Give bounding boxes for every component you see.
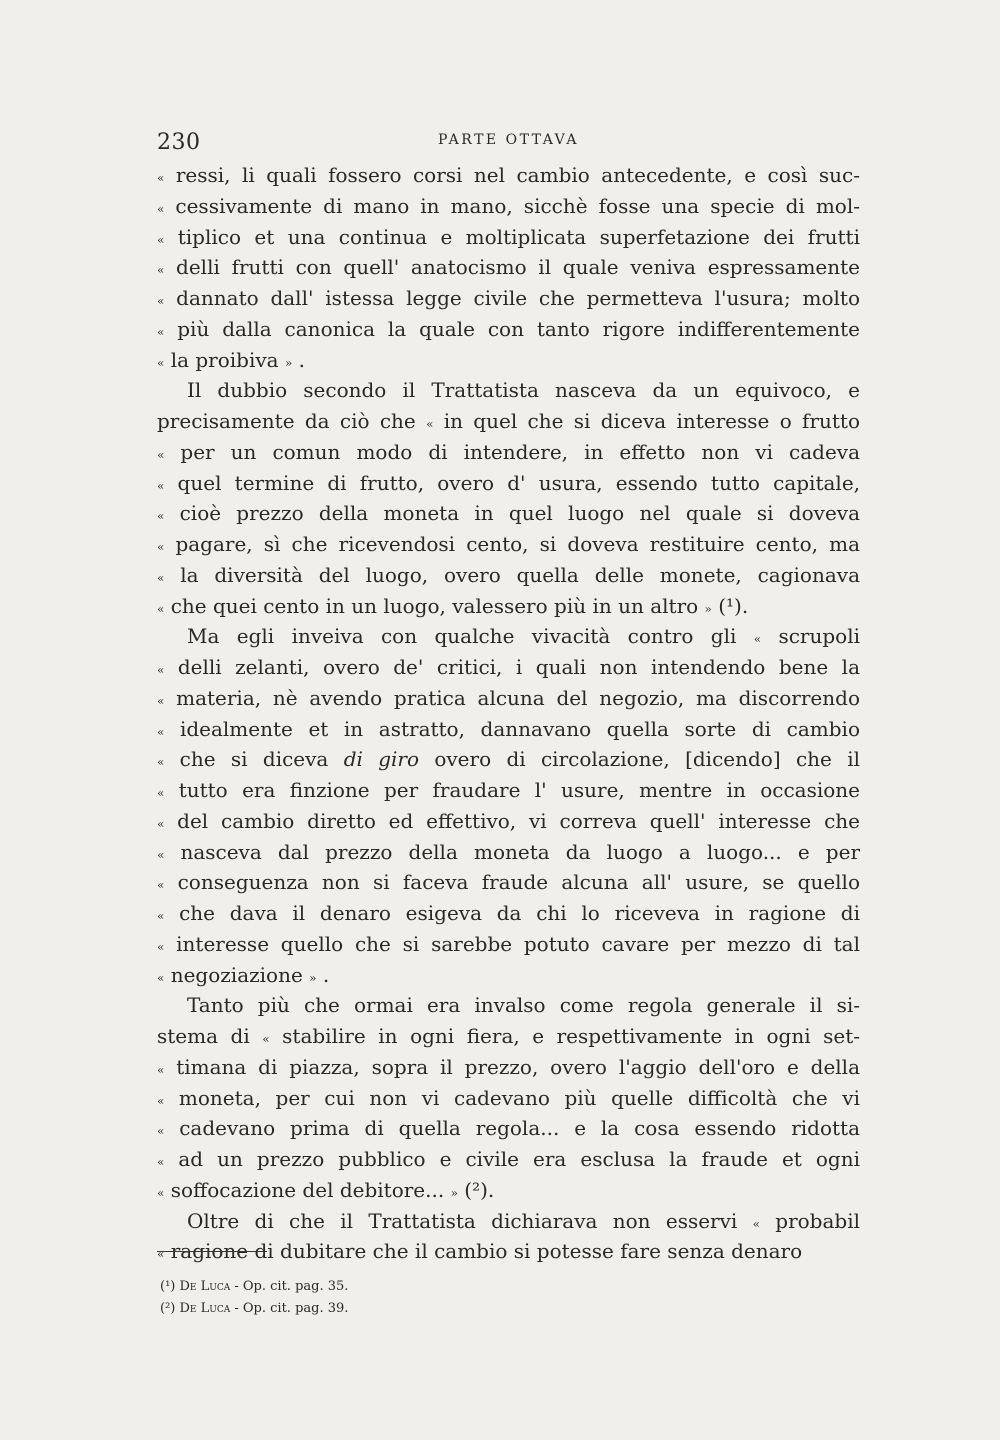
- quote-mark: «: [157, 663, 165, 677]
- paragraph: [157, 160, 860, 375]
- quote-mark: «: [157, 201, 165, 216]
- line-text: pagare, sì che ricevendosi cento, si doveva restituire cento, ma: [175, 532, 860, 556]
- line-text: probabil: [775, 1208, 860, 1233]
- quote-mark: «: [157, 447, 165, 462]
- text-line: [157, 1206, 860, 1237]
- footnote: [160, 1276, 348, 1298]
- text-line: [157, 744, 860, 775]
- footnote-reference: - Op. cit. pag. 39.: [234, 1301, 349, 1316]
- paragraph: [157, 1206, 860, 1268]
- line-text: che quei cento in un luogo, valessero più in un altro: [170, 593, 699, 618]
- line-text: ressi, li quali fossero corsi nel cambio antecedente, e così suc-: [175, 163, 860, 187]
- text-line: [157, 683, 860, 714]
- quote-mark: »: [309, 970, 317, 985]
- text-line: [157, 345, 860, 376]
- text-line: [157, 160, 860, 191]
- line-text: stema di: [157, 1024, 250, 1048]
- line-text: che dava il denaro esigeva da chi lo riceveva in ragione di: [179, 901, 860, 925]
- quote-mark: «: [157, 786, 165, 800]
- text-line: [157, 1175, 860, 1206]
- quote-mark: «: [157, 1155, 165, 1169]
- line-text: conseguenza non si faceva fraude alcuna all' usure, se quello: [177, 870, 860, 895]
- line-text: precisamente da ciò che: [157, 409, 416, 433]
- line-text: scrupoli: [778, 624, 860, 649]
- line-text: tutto era finzione per fraudare l' usure, mentre in occasione: [178, 778, 860, 802]
- line-text: del cambio diretto ed effettivo, vi correva quell' interesse che: [177, 808, 860, 833]
- text-line: [157, 837, 860, 868]
- line-text: materia, nè avendo pratica alcuna del negozio, ma discorrendo: [176, 685, 860, 710]
- line-text: moneta, per cui non vi cadevano più quelle difficoltà che vi: [178, 1085, 860, 1110]
- text-line: [157, 191, 860, 222]
- text-line: [157, 1052, 860, 1083]
- text-line: [157, 898, 860, 929]
- text-line: [157, 375, 860, 406]
- paragraph: [157, 621, 860, 990]
- text-line: [157, 960, 860, 991]
- text-line: [157, 714, 860, 745]
- line-text: dannato dall' istessa legge civile che permetteva l'usura; molto: [176, 286, 860, 310]
- quote-mark: «: [157, 601, 165, 616]
- line-text: (²).: [464, 1177, 495, 1202]
- line-text: ad un prezzo pubblico e civile era esclusa la fraude et ogni: [178, 1147, 860, 1171]
- running-title: PARTE OTTAVA: [438, 132, 579, 148]
- quote-mark: «: [157, 171, 165, 185]
- line-text: stabilire in ogni fiera, e respettivamente in ogni set-: [282, 1024, 860, 1048]
- line-text: interesse quello che si sarebbe potuto cavare per mezzo di tal: [176, 931, 860, 956]
- quote-mark: «: [157, 970, 165, 985]
- paragraph: [157, 375, 860, 621]
- footnote-reference: - Op. cit. pag. 35.: [234, 1279, 349, 1294]
- paragraph: [157, 990, 860, 1205]
- footnote: [160, 1298, 348, 1320]
- line-text: la proibiva: [170, 347, 279, 372]
- line-text: timana di piazza, sopra il prezzo, overo l'aggio dell'oro e della: [176, 1054, 860, 1079]
- line-text: overo di circolazione, [dicendo] che il: [434, 747, 860, 772]
- line-text: cadevano prima di quella regola... e la cosa essendo ridotta: [179, 1116, 860, 1141]
- text-line: [157, 1021, 860, 1052]
- body-text: [157, 160, 860, 1267]
- text-line: [157, 314, 860, 345]
- quote-mark: »: [284, 355, 293, 370]
- line-text: tiplico et una continua e moltiplicata superfetazione dei frutti: [177, 224, 860, 249]
- line-text: (¹).: [718, 593, 749, 618]
- line-text: soffocazione del debitore...: [170, 1177, 445, 1202]
- text-line: [157, 929, 860, 960]
- italic-text: di giro: [343, 747, 420, 772]
- quote-mark: «: [157, 263, 165, 278]
- quote-mark: «: [157, 509, 165, 524]
- quote-mark: «: [157, 355, 165, 370]
- text-line: [157, 406, 860, 437]
- page-number: 230: [157, 130, 201, 155]
- quote-mark: «: [157, 755, 165, 770]
- footnotes: [160, 1276, 348, 1320]
- text-line: [157, 591, 860, 622]
- text-line: [157, 621, 860, 652]
- footnote-mark: (²): [160, 1301, 176, 1316]
- line-text: delli frutti con quell' anatocismo il quale veniva espressamente: [176, 255, 860, 280]
- text-line: [157, 437, 860, 468]
- line-text: in quel che si diceva interesse o frutto: [443, 409, 860, 433]
- line-text: che si diceva: [179, 747, 329, 772]
- quote-mark: «: [157, 816, 165, 831]
- line-text: la diversità del luogo, overo quella delle monete, cagionava: [180, 562, 860, 587]
- quote-mark: «: [157, 540, 165, 554]
- text-line: [157, 222, 860, 253]
- page-header: [157, 130, 860, 162]
- quote-mark: «: [262, 1032, 270, 1046]
- text-line: [157, 498, 860, 529]
- line-text: Oltre di che il Trattatista dichiarava non esservi: [187, 1208, 738, 1233]
- quote-mark: «: [752, 1216, 760, 1231]
- text-line: [157, 1083, 860, 1114]
- line-text: Ma egli inveiva con qualche vivacità contro gli: [187, 624, 737, 649]
- quote-mark: «: [753, 632, 762, 647]
- quote-mark: «: [157, 1093, 165, 1108]
- footnote-author: De Luca: [179, 1279, 231, 1294]
- text-line: [157, 283, 860, 314]
- quote-mark: »: [704, 601, 712, 616]
- quote-mark: «: [157, 847, 165, 862]
- footnote-rule: [157, 1251, 267, 1252]
- text-line: [157, 468, 860, 499]
- line-text: per un comun modo di intendere, in effetto non vi cadeva: [180, 439, 860, 464]
- text-line: [157, 1144, 860, 1175]
- text-line: [157, 775, 860, 806]
- footnote-mark: (¹): [160, 1279, 176, 1294]
- quote-mark: «: [157, 232, 165, 247]
- text-line: [157, 990, 860, 1021]
- quote-mark: «: [157, 294, 165, 308]
- quote-mark: «: [157, 909, 165, 923]
- quote-mark: «: [157, 1124, 165, 1139]
- line-text: negoziazione: [170, 962, 303, 987]
- line-text: più dalla canonica la quale con tanto rigore indifferentemente: [177, 316, 860, 341]
- line-text: quel termine di frutto, overo d' usura, essendo tutto capitale,: [177, 470, 860, 495]
- text-line: [157, 529, 860, 560]
- line-text: ragione di dubitare che il cambio si potesse fare senza denaro: [170, 1239, 803, 1264]
- quote-mark: »: [450, 1185, 458, 1200]
- text-line: [157, 252, 860, 283]
- text-line: [157, 806, 860, 837]
- line-text: .: [322, 962, 330, 987]
- quote-mark: «: [157, 693, 165, 708]
- footnote-author: De Luca: [179, 1301, 231, 1316]
- line-text: cessivamente di mano in mano, sicchè fosse una specie di mol-: [175, 193, 860, 218]
- line-text: cioè prezzo della moneta in quel luogo nel quale si doveva: [179, 501, 860, 526]
- quote-mark: «: [157, 724, 165, 739]
- line-text: delli zelanti, overo de' critici, i quali non intendendo bene la: [177, 655, 860, 679]
- text-line: [157, 652, 860, 683]
- line-text: idealmente et in astratto, dannavano quella sorte di cambio: [179, 716, 860, 741]
- quote-mark: «: [157, 939, 165, 954]
- quote-mark: «: [157, 1247, 165, 1262]
- quote-mark: «: [157, 1062, 165, 1077]
- line-text: .: [298, 347, 306, 372]
- quote-mark: «: [157, 324, 165, 339]
- text-line: [157, 560, 860, 591]
- quote-mark: «: [157, 478, 165, 493]
- line-text: Il dubbio secondo il Trattatista nasceva da un equivoco, e: [187, 378, 860, 403]
- line-text: Tanto più che ormai era invalso come regola generale il si-: [187, 993, 860, 1018]
- quote-mark: «: [157, 570, 165, 585]
- quote-mark: «: [157, 1185, 165, 1200]
- quote-mark: «: [426, 417, 434, 431]
- line-text: nasceva dal prezzo della moneta da luogo a luogo... e per: [180, 839, 860, 864]
- text-line: [157, 867, 860, 898]
- text-line: [157, 1113, 860, 1144]
- quote-mark: «: [157, 878, 165, 893]
